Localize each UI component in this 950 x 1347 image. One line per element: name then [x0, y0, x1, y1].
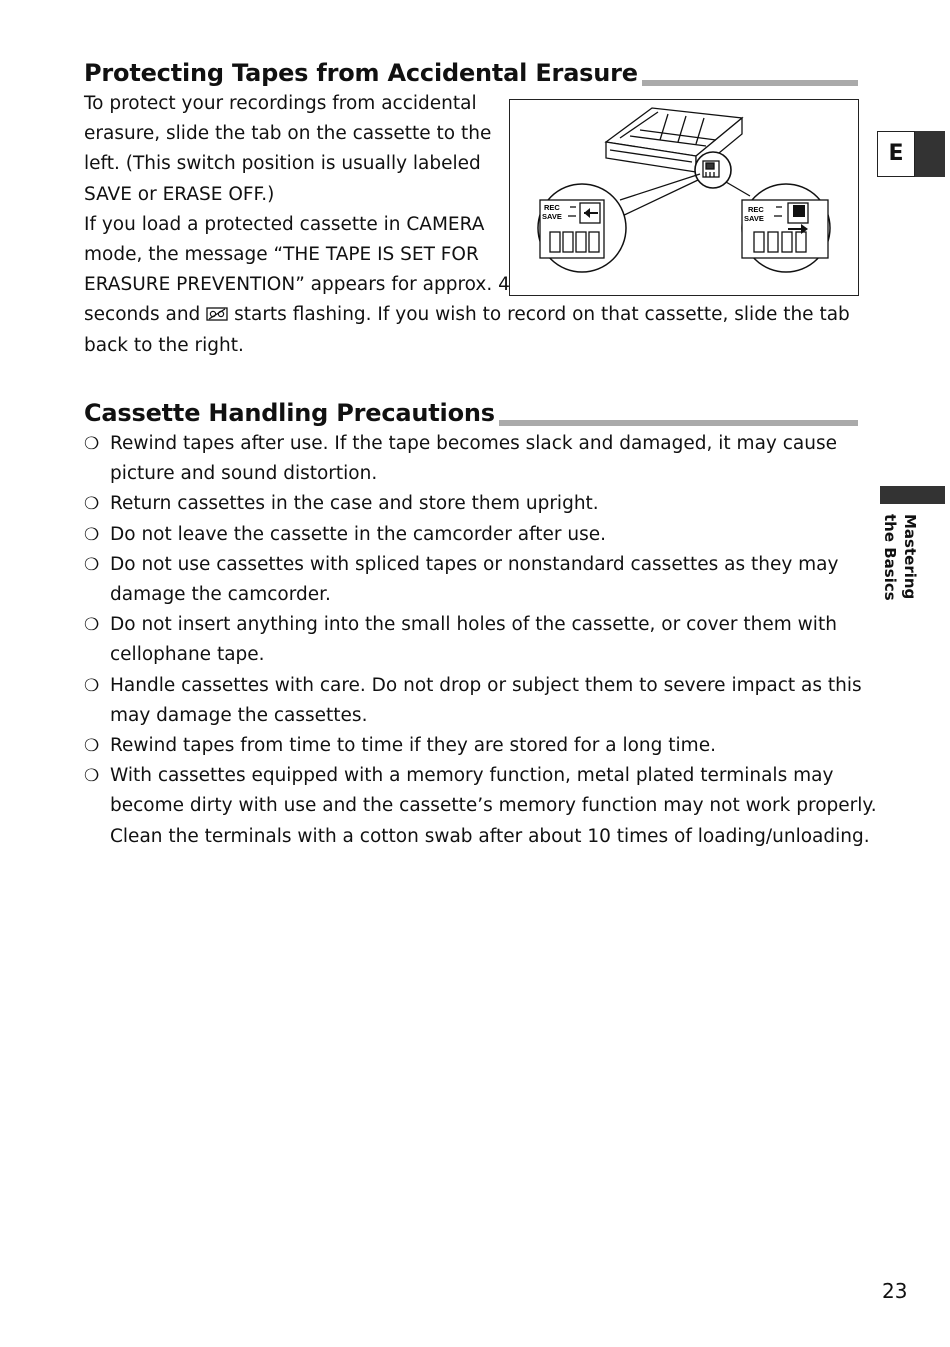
list-item [84, 731, 864, 761]
right-rec-label: REC [748, 205, 764, 214]
text-fragment: starts flashing. If you wish to record on that cassette, slide the tab [234, 304, 850, 326]
text-line: left. (This switch position is usually labeled [84, 153, 481, 175]
list-item-text: picture and sound distortion. [110, 463, 378, 485]
bullet-circle-icon: ❍ [84, 434, 100, 454]
language-tab-bar [915, 131, 945, 177]
bullet-circle-icon: ❍ [84, 524, 100, 545]
language-tab [877, 131, 945, 177]
text-line [84, 300, 850, 330]
tape-erasure-prevention-icon [206, 306, 228, 322]
cassette-tab-illustration [509, 99, 859, 296]
section-title: Cassette Handling Precautions [84, 398, 499, 428]
right-save-label: SAVE [744, 214, 764, 223]
bullet-circle-icon: ❍ [84, 736, 100, 757]
cassette-diagram [510, 100, 858, 295]
text-line: erasure, slide the tab on the cassette to the [84, 123, 492, 145]
chapter-label-line1: Mastering [901, 514, 919, 600]
text-line: To protect your recordings from accidental [84, 93, 477, 114]
list-item [84, 761, 877, 852]
text-line: ERASURE PREVENTION” appears for approx. 4 [84, 274, 510, 296]
page-number: 23 [882, 1279, 908, 1303]
language-tab-label: E [877, 131, 915, 177]
list-item-text: become dirty with use and the cassette’s memory function may not work properly. [110, 795, 877, 817]
text-line: If you load a protected cassette in CAMERA [84, 213, 485, 235]
list-item-text: damage the camcorder. [110, 584, 331, 606]
section-heading-cassette-handling [84, 398, 858, 428]
bullet-circle-icon: ❍ [84, 766, 100, 787]
chapter-label [878, 514, 924, 614]
list-item-text: Do not leave the cassette in the camcorder after use. [110, 523, 607, 545]
bullet-circle-icon: ❍ [84, 554, 100, 575]
list-item [84, 671, 864, 731]
section-title: Protecting Tapes from Accidental Erasure [84, 58, 642, 88]
text-fragment: seconds and [84, 304, 201, 326]
bullet-circle-icon: ❍ [84, 494, 100, 515]
list-item-text: Return cassettes in the case and store them upright. [110, 493, 599, 515]
left-rec-label: REC [544, 203, 560, 212]
list-item-text: Handle cassettes with care. Do not drop or subject them to severe impact as this [110, 674, 862, 696]
chapter-label-line2: the Basics [881, 514, 899, 601]
chapter-marker-bar [880, 486, 945, 504]
bullet-circle-icon: ❍ [84, 615, 100, 636]
precautions-list [84, 429, 877, 852]
list-item-text: With cassettes equipped with a memory function, metal plated terminals may [110, 765, 834, 787]
list-item [84, 550, 864, 610]
text-line: SAVE or ERASE OFF.) [84, 183, 275, 205]
list-item [84, 610, 864, 670]
list-item-text: Do not insert anything into the small holes of the cassette, or cover them with [110, 614, 837, 636]
bullet-circle-icon: ❍ [84, 675, 100, 696]
list-item [84, 520, 864, 550]
list-item-text: Rewind tapes from time to time if they are stored for a long time. [110, 735, 716, 757]
text-line: mode, the message “THE TAPE IS SET FOR [84, 244, 479, 266]
list-item [84, 489, 864, 519]
section-heading-protecting-tapes [84, 58, 858, 88]
left-save-label: SAVE [542, 212, 562, 221]
list-item-text: cellophane tape. [110, 644, 265, 666]
list-item-text: Rewind tapes after use. If the tape becomes slack and damaged, it may cause [110, 433, 837, 454]
text-line: back to the right. [84, 334, 244, 356]
list-item [84, 429, 864, 489]
list-item-text: Clean the terminals with a cotton swab after about 10 times of loading/unloading. [110, 825, 870, 847]
list-item-text: may damage the cassettes. [110, 704, 368, 726]
list-item-text: Do not use cassettes with spliced tapes or nonstandard cassettes as they may [110, 553, 839, 575]
